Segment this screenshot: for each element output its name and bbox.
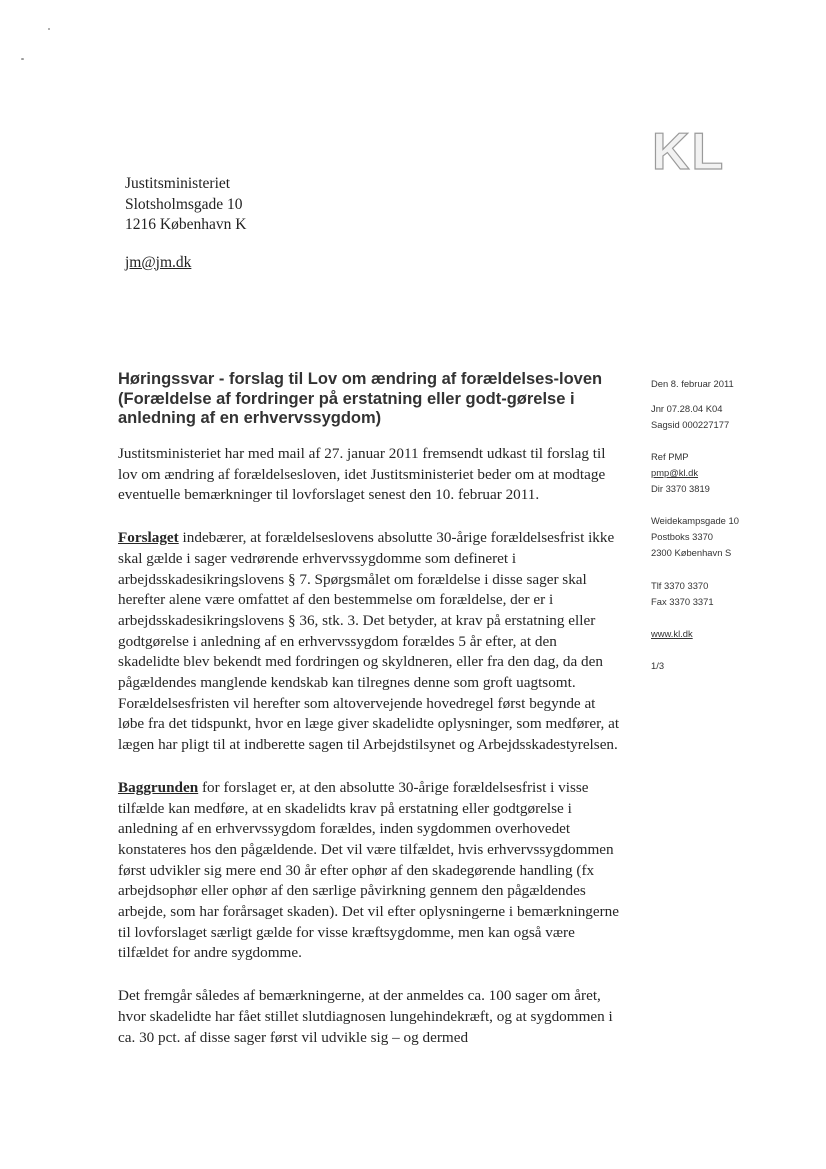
- scan-speck: [48, 28, 50, 30]
- sender-fax: Fax 3370 3371: [651, 596, 714, 607]
- sender-phone: Tlf 3370 3370: [651, 580, 709, 591]
- scan-speck: [21, 58, 24, 60]
- sender-city: 2300 København S: [651, 547, 732, 558]
- kl-logo: KL: [652, 123, 726, 181]
- recipient-name: Justitsministeriet: [125, 175, 231, 192]
- letter-body: [118, 444, 620, 1070]
- reference: Ref PMP: [651, 451, 689, 462]
- letter-date: Den 8. februar 2011: [651, 378, 734, 389]
- direct-phone: Dir 3370 3819: [651, 483, 710, 494]
- paragraph-statistics: Det fremgår således af bemærkningerne, at der anmeldes ca. 100 sager om året, hvor skadelidte har fået stillet slutdiagnosen lungehindekræft, og at sygdommen i ca. 30 pct. af disse sager først vil udvikle sig – og dermed: [118, 987, 613, 1046]
- paragraph-background-text: for forslaget er, at den absolutte 30-årige forældelsesfrist i visse tilfælde kan medføre, at en skadelidts krav på erstatning eller godtgørelse i anledning af en erhvervssygdom forældes, inden sygdommen overhovedet konstateres hos den pågældende. Det vil være tilfældet, hvis erhvervssygdommen først udvikler sig mere end 30 år efter ophør af den skadegørende handling (fx arbejdsophør eller ophør af den særlige påvirkning gennem den pågældendes arbejde, som har forårsaget skaden). Det vil efter oplysningerne i bemærkningerne til lovforslaget særligt gælde for visse kræftsygdomme, men kan også være tilfældet for andre sygdomme.: [118, 778, 620, 962]
- journal-number: Jnr 07.28.04 K04: [651, 403, 723, 414]
- case-id: Sagsid 000227177: [651, 419, 730, 430]
- reference-email-link[interactable]: pmp@kl.dk: [651, 467, 699, 478]
- website-link[interactable]: www.kl.dk: [651, 628, 693, 639]
- recipient-email-link[interactable]: jm@jm.dk: [125, 253, 192, 271]
- paragraph-intro: Justitsministeriet har med mail af 27. januar 2011 fremsendt udkast til forslag til lov om ændring af forældelsesloven, idet Justitsministeriet beder om at modtage eventuelle bemærkninger til lovforslaget senest den 10. februar 2011.: [118, 445, 606, 504]
- recipient-city: 1216 København K: [125, 216, 247, 233]
- recipient-address: [125, 174, 246, 273]
- sender-postbox: Postboks 3370: [651, 531, 714, 542]
- recipient-street: Slotsholmsgade 10: [125, 195, 243, 213]
- paragraph-background: [118, 778, 620, 964]
- paragraph-proposal: [118, 528, 620, 756]
- page-number: 1/3: [651, 660, 665, 671]
- sender-info-sidebar: [651, 376, 821, 674]
- paragraph-proposal-text: indebærer, at forældelseslovens absolutte 30-årige forældelsesfrist ikke skal gælde i sager vedrørende erhvervssygdomme som defineret i arbejdsskadesikringslovens § 7. Spørgsmålet om forældelse i disse sager skal herefter alene være omfattet af den bestemmelse om forældelse, der er i arbejdsskadesikringslovens § 36, stk. 3. Det betyder, at krav på erstatning eller godtgørelse i anledning af en erhvervssygdom forældes 5 år efter, at den skadelidte blev bekendt med fordringen og skyldneren, eller fra den dag, da den pågældendes manglende kendskab kan tilregnes denne som groft uagtsomt. Forældelsesfristen vil herefter som altovervejende hovedregel først begynde at løbe fra det tidspunkt, hvor en læge giver skadelidte oplysninger, som medfører, at lægen har pligt til at indberette sagen til Arbejdstilsynet og Arbejdsskadestyrelsen.: [118, 529, 620, 754]
- letter-title: Høringssvar - forslag til Lov om ændring af forældelses-loven (Forældelse af fordringer på erstatning eller godt-gørelse i anledning af en erhvervssygdom): [118, 370, 603, 427]
- sender-street: Weidekampsgade 10: [651, 515, 739, 526]
- heading-baggrunden: Baggrunden: [118, 778, 199, 796]
- heading-forslaget: Forslaget: [118, 529, 179, 547]
